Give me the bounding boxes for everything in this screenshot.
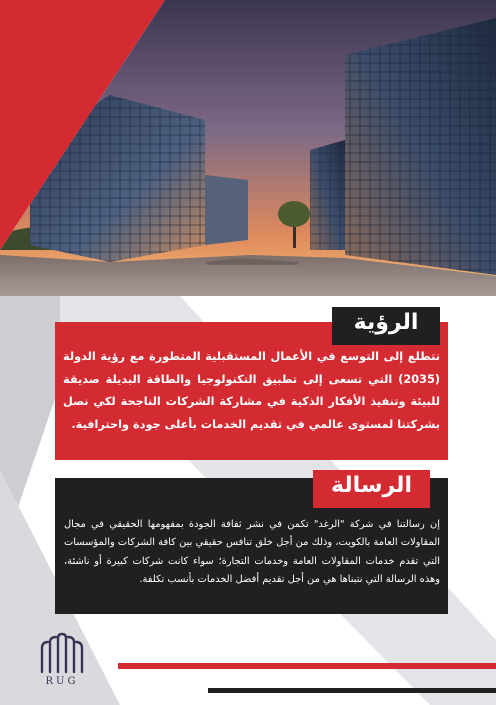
mission-title-badge: [313, 470, 430, 508]
mission-body: إن رسالتنا في شركة "الرغد" تكمن في نشر ثقافة الجودة بمفهومها الحقيقي في مجال المقاولات العامة بالكويت، وذلك من أجل خلق تنافس حقيقي بين كافة الشركات والمؤسسات التي تقدم خدمات المقاولات العامة وخدمات التجارة؛ سواء كانت شركات كبيرة أو ناشئة، وهذه الرسالة التي نتبناها هي من أجل تقديم أفضل الخدمات بأنسب تكلفة.: [64, 519, 440, 585]
bottom-dark-line: [208, 688, 496, 693]
mission-title: الرسالة: [331, 473, 412, 498]
vision-body: نتطلع إلى التوسع في الأعمال المستقبلية المتطورة مع رؤية الدولة (2035) التي تسعى إلى تطبيق التكنولوجيا والطاقة البديلة صديقة للبيئة وتنفيذ الأفكار الذكية في مشاركة الشركات الناجحة لكي نصل بشركتنا لمستوى عالمي في تقديم الخدمات بأعلى جودة واحترافية.: [63, 350, 440, 431]
logo-wordmark: RUG: [45, 676, 79, 687]
hero-building-photo: [0, 0, 496, 296]
vision-title-badge: [332, 307, 440, 345]
vision-title: الرؤية: [353, 310, 419, 335]
bottom-red-line: [118, 663, 496, 669]
